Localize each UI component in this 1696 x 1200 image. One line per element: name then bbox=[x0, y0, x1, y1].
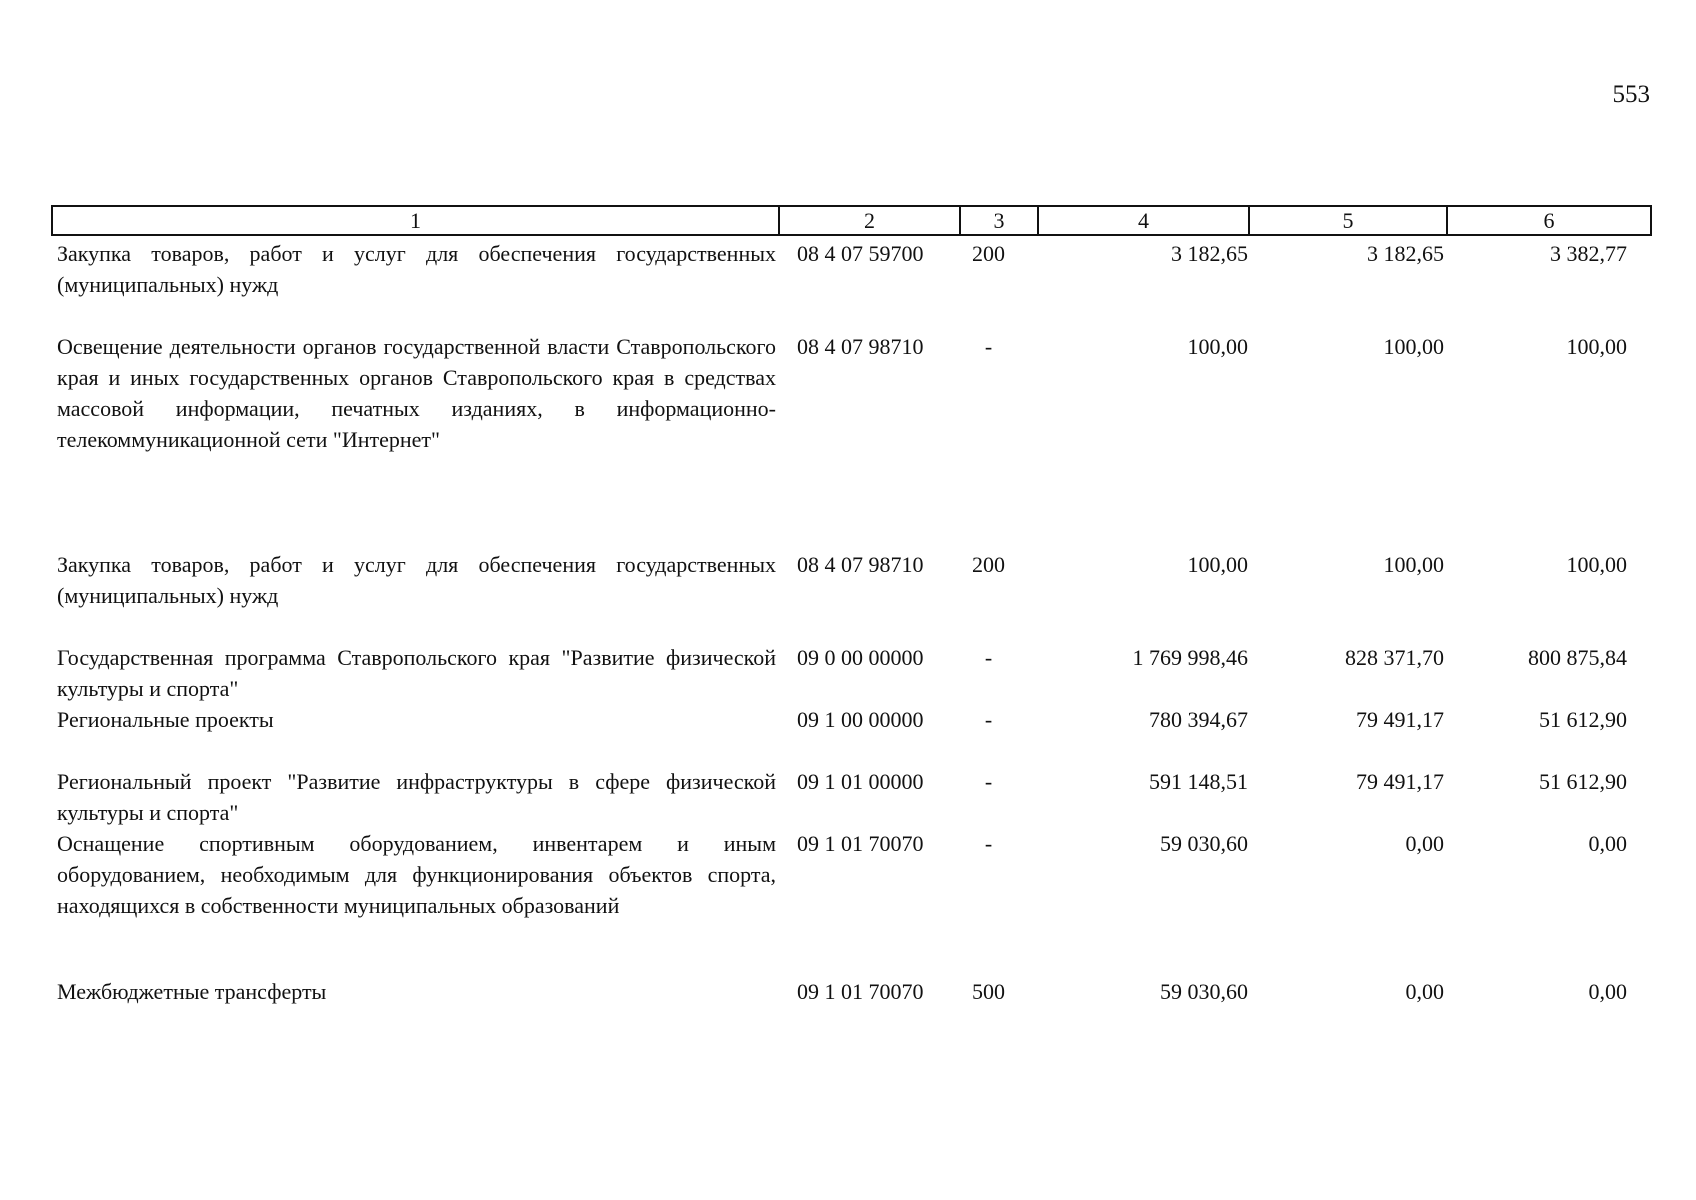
row-description: Закупка товаров, работ и услуг для обеспечения государственных (муниципальных) нужд bbox=[57, 552, 776, 608]
row-value-col6: 0,00 bbox=[1588, 979, 1627, 1004]
row-expense-type: - bbox=[984, 831, 993, 856]
row-value-col5: 3 182,65 bbox=[1367, 241, 1444, 266]
row-description: Закупка товаров, работ и услуг для обеспечения государственных (муниципальных) нужд bbox=[57, 241, 776, 297]
column-header-4: 4 bbox=[1038, 206, 1249, 235]
column-header-6: 6 bbox=[1447, 206, 1651, 235]
column-header-1: 1 bbox=[52, 206, 779, 235]
row-target-code: 08 4 07 59700 bbox=[797, 241, 924, 266]
row-description: Региональный проект "Развитие инфраструктуры в сфере физической культуры и спорта" bbox=[57, 769, 776, 825]
row-value-col6: 100,00 bbox=[1566, 552, 1627, 577]
row-value-col5: 0,00 bbox=[1405, 831, 1444, 856]
row-value-col5: 100,00 bbox=[1383, 334, 1444, 359]
row-expense-type: - bbox=[984, 334, 993, 359]
row-value-col6: 100,00 bbox=[1566, 334, 1627, 359]
row-value-col6: 0,00 bbox=[1588, 831, 1627, 856]
row-expense-type: - bbox=[984, 707, 993, 732]
row-expense-type: 500 bbox=[972, 979, 1005, 1004]
row-value-col5: 79 491,17 bbox=[1356, 769, 1444, 794]
row-target-code: 09 1 00 00000 bbox=[797, 707, 924, 732]
row-description: Региональные проекты bbox=[57, 707, 274, 732]
row-target-code: 09 1 01 70070 bbox=[797, 979, 924, 1004]
row-value-col6: 51 612,90 bbox=[1539, 707, 1627, 732]
page-number: 553 bbox=[1612, 81, 1650, 108]
row-value-col5: 100,00 bbox=[1383, 552, 1444, 577]
row-description: Межбюджетные трансферты bbox=[57, 979, 327, 1004]
row-value-col6: 800 875,84 bbox=[1528, 645, 1627, 670]
row-value-col4: 59 030,60 bbox=[1160, 979, 1248, 1004]
row-target-code: 08 4 07 98710 bbox=[797, 334, 924, 359]
row-value-col5: 0,00 bbox=[1405, 979, 1444, 1004]
row-value-col5: 828 371,70 bbox=[1345, 645, 1444, 670]
column-header-2: 2 bbox=[779, 206, 960, 235]
column-header-3: 3 bbox=[960, 206, 1038, 235]
column-header-5: 5 bbox=[1249, 206, 1447, 235]
row-target-code: 09 0 00 00000 bbox=[797, 645, 924, 670]
row-description: Оснащение спортивным оборудованием, инвентарем и иным оборудованием, необходимым для функционирования объектов спорта, находящихся в собственности муниципальных образований bbox=[57, 831, 776, 918]
row-expense-type: 200 bbox=[972, 241, 1005, 266]
row-target-code: 08 4 07 98710 bbox=[797, 552, 924, 577]
row-value-col5: 79 491,17 bbox=[1356, 707, 1444, 732]
row-value-col4: 780 394,67 bbox=[1149, 707, 1248, 732]
row-expense-type: 200 bbox=[972, 552, 1005, 577]
row-value-col4: 3 182,65 bbox=[1171, 241, 1248, 266]
row-value-col6: 51 612,90 bbox=[1539, 769, 1627, 794]
row-description: Освещение деятельности органов государственной власти Ставропольского края и иных государственных органов Ставропольского края в средствах массовой информации, печатных изданиях, в информационно-телекоммуникационной сети "Интернет" bbox=[57, 334, 776, 452]
row-value-col4: 591 148,51 bbox=[1149, 769, 1248, 794]
row-value-col4: 1 769 998,46 bbox=[1132, 645, 1248, 670]
row-value-col6: 3 382,77 bbox=[1550, 241, 1627, 266]
row-description: Государственная программа Ставропольского края "Развитие физической культуры и спорта" bbox=[57, 645, 776, 701]
row-value-col4: 59 030,60 bbox=[1160, 831, 1248, 856]
row-value-col4: 100,00 bbox=[1187, 552, 1248, 577]
row-target-code: 09 1 01 70070 bbox=[797, 831, 924, 856]
row-expense-type: - bbox=[984, 769, 993, 794]
row-target-code: 09 1 01 00000 bbox=[797, 769, 924, 794]
row-expense-type: - bbox=[984, 645, 993, 670]
row-value-col4: 100,00 bbox=[1187, 334, 1248, 359]
